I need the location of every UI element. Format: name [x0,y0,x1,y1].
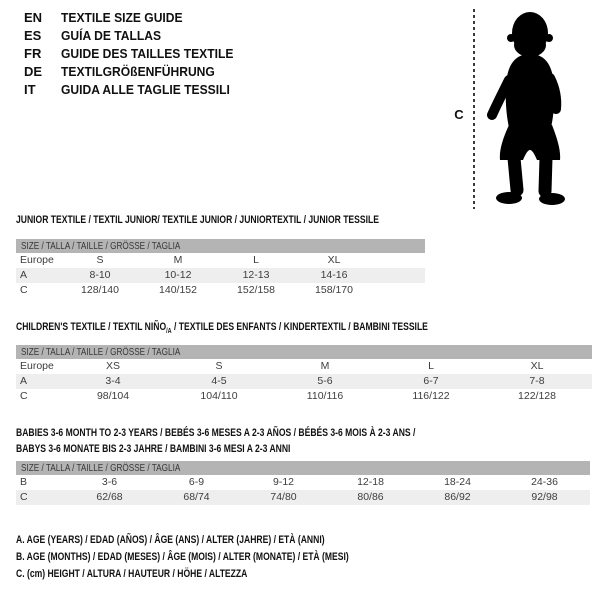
language-title: GUÍA DE TALLAS [61,28,162,43]
table-cell: 116/122 [412,390,450,402]
title-part: / TEXTILE DES ENFANTS / KINDERTEXTIL / BAMBINI TESSILE [171,321,428,333]
table-cell: 62/68 [96,491,123,503]
table-row-height [16,283,425,298]
table-cell: L [253,254,259,266]
table-cell: 3-4 [105,375,121,387]
table-cell: 92/98 [531,491,558,503]
size-header-bar [16,345,592,359]
section-title-line2: BABYS 3-6 MONATE BIS 2-3 JAHRE / BAMBINI 3-6 MESI A 2-3 ANNI [16,443,291,455]
table-row-age [16,268,425,283]
table-cell: 4-5 [211,375,227,387]
table-cell: 122/128 [518,390,556,402]
table-row-months [16,475,590,490]
language-title: TEXTILGRÖßENFÜHRUNG [61,64,215,79]
title-part: CHILDREN'S TEXTILE / TEXTIL NIÑO [16,321,167,333]
table-cell: 10-12 [164,269,192,281]
table-cell: 6-7 [423,375,439,387]
table-row-europe [16,253,425,268]
table-cell: 68/74 [183,491,210,503]
table-cell: 3-6 [101,476,118,488]
language-title: GUIDA ALLE TAGLIE TESSILI [61,82,230,97]
language-row-es [24,27,246,45]
table-cell: XL [327,254,341,266]
table-cell: 12-13 [242,269,270,281]
size-header-text: SIZE / TALLA / TAILLE / GRÖSSE / TAGLIA [21,462,181,474]
title-subscript: /A [166,328,172,336]
row-label: C [20,284,28,296]
table-cell: 8-10 [89,269,111,281]
table-cell: 152/158 [237,284,275,296]
row-label: A [20,375,28,387]
footnote-b [16,549,443,566]
language-row-en [24,9,246,27]
table-cell: 140/152 [159,284,197,296]
height-measure-label: C [454,107,464,122]
table-cell: XS [105,360,120,372]
section-title-junior [16,212,481,228]
table-row-age [16,374,592,389]
babies-size-table [16,461,590,505]
table-row-height [16,389,592,404]
table-cell: 18-24 [444,476,471,488]
language-code: FR [24,46,42,61]
table-cell: S [96,254,104,266]
table-cell: 14-16 [320,269,348,281]
table-cell: 158/170 [315,284,353,296]
table-cell: 6-9 [188,476,205,488]
height-measure-line [473,9,475,209]
section-title-babies [16,425,528,457]
section-title-line1: BABIES 3-6 MONTH TO 2-3 YEARS / BEBÉS 3-6 MESES A 2-3 AÑOS / BÉBÉS 3-6 MOIS À 2-3 ANS / [16,427,416,439]
language-code: DE [24,64,43,79]
table-cell: 12-18 [357,476,384,488]
language-row-it [24,81,246,99]
table-cell: 24-36 [531,476,558,488]
table-cell: 7-8 [529,375,545,387]
table-cell: S [215,360,223,372]
table-cell: 80/86 [357,491,384,503]
footnote-text: B. AGE (MONTHS) / EDAD (MESES) / ÂGE (MOIS) / ALTER (MONATE) / ETÀ (MESI) [16,551,349,563]
footnote-text: A. AGE (YEARS) / EDAD (AÑOS) / ÂGE (ANS) / ALTER (JAHRE) / ETÀ (ANNI) [16,534,325,546]
footnote-c [16,566,443,583]
children-size-table [16,345,592,404]
footnotes [16,532,443,583]
language-title: GUIDE DES TAILLES TEXTILE [61,46,234,61]
table-cell: M [320,360,330,372]
language-code: ES [24,28,42,43]
table-cell: XL [530,360,544,372]
table-cell: 98/104 [96,390,130,402]
section-title-text [16,319,428,340]
footnote-text: C. (cm) HEIGHT / ALTURA / HAUTEUR / HÖHE / ALTEZZA [16,568,248,580]
table-cell: M [173,254,183,266]
row-label: C [20,491,28,503]
size-header-bar [16,461,590,475]
baby-silhouette-icon [483,10,571,208]
table-cell: 5-6 [317,375,333,387]
table-row-height [16,490,590,505]
row-label: Europe [20,254,54,266]
row-label: B [20,476,28,488]
size-header-text: SIZE / TALLA / TAILLE / GRÖSSE / TAGLIA [21,346,181,358]
row-label: Europe [20,360,54,372]
table-cell: 74/80 [270,491,297,503]
language-code: IT [24,82,36,97]
language-list [24,9,246,99]
section-title-children [16,319,544,340]
language-row-de [24,63,246,81]
section-title-text: JUNIOR TEXTILE / TEXTIL JUNIOR/ TEXTILE JUNIOR / JUNIORTEXTIL / JUNIOR TESSILE [16,214,379,226]
table-row-europe [16,359,592,374]
table-cell: 9-12 [272,476,294,488]
language-row-fr [24,45,246,63]
row-label: A [20,269,28,281]
size-header-bar [16,239,425,253]
size-header-text: SIZE / TALLA / TAILLE / GRÖSSE / TAGLIA [21,240,181,252]
row-label: C [20,390,28,402]
language-code: EN [24,10,43,25]
table-cell: L [428,360,434,372]
language-title: TEXTILE SIZE GUIDE [61,10,183,25]
table-cell: 110/116 [306,390,344,402]
table-cell: 86/92 [444,491,471,503]
footnote-a [16,532,443,549]
table-cell: 104/110 [200,390,238,402]
table-cell: 128/140 [81,284,119,296]
junior-size-table [16,239,425,298]
